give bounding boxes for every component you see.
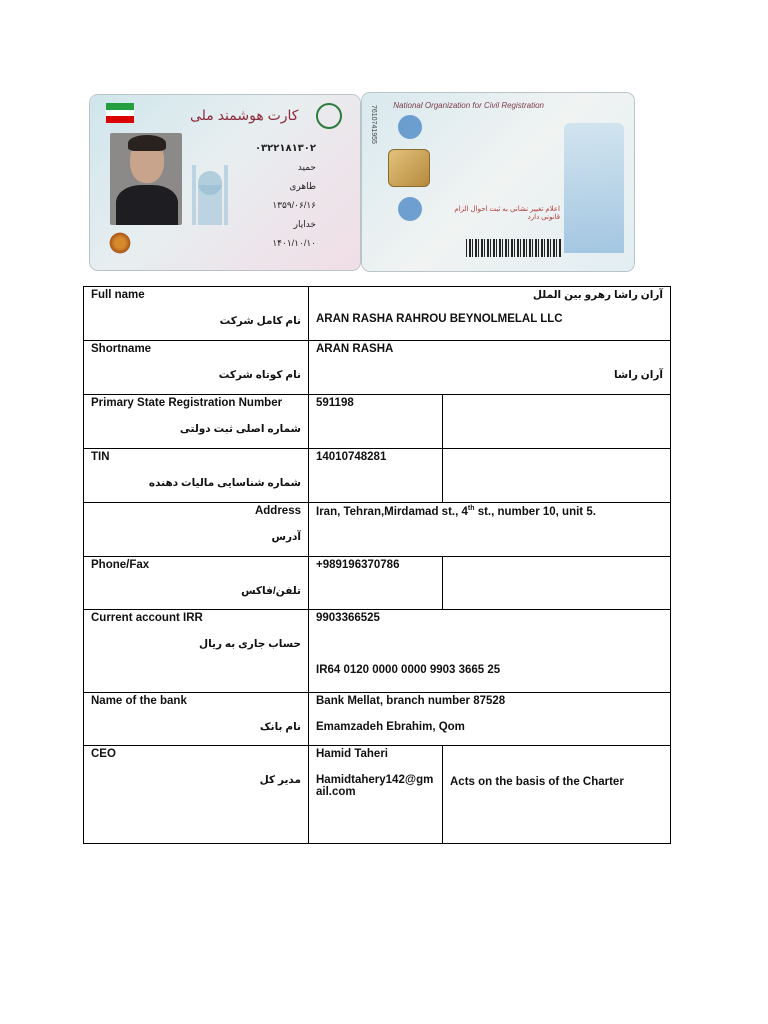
account-number: 9903366525 xyxy=(316,612,380,624)
note-cell xyxy=(443,746,671,844)
value: 14010748281 xyxy=(316,451,387,463)
label-en: CEO xyxy=(91,748,116,760)
id-card-back xyxy=(362,93,634,271)
table-row xyxy=(84,449,671,503)
table-row xyxy=(84,287,671,341)
label-cell xyxy=(84,341,309,395)
id-card-images xyxy=(90,93,634,273)
label-cell xyxy=(84,287,309,341)
card-back-notice: اعلام تغییر نشانی به ثبت احوال الزام قانونی دارد xyxy=(454,206,560,221)
value-en: ARAN RASHA xyxy=(316,343,394,355)
ceo-email: Hamidtahery142@gmail.com xyxy=(316,774,434,798)
empty-cell xyxy=(443,449,671,503)
value-cell xyxy=(309,746,443,844)
label-cell xyxy=(84,503,309,557)
empty-cell xyxy=(443,395,671,449)
value-cell xyxy=(309,557,443,610)
bank-line-1: Bank Mellat, branch number 87528 xyxy=(316,695,506,707)
label-fa: حساب جاری به ریال xyxy=(198,638,301,650)
label-en: Primary State Registration Number xyxy=(91,397,283,409)
value-cell xyxy=(309,449,443,503)
value-cell xyxy=(309,395,443,449)
rosette-icon xyxy=(108,231,132,255)
value: +989196370786 xyxy=(316,559,400,571)
iran-emblem-icon xyxy=(316,103,342,129)
emblem-icon xyxy=(398,197,422,221)
holder-photo xyxy=(110,133,182,225)
value-cell xyxy=(309,287,671,341)
label-en: Shortname xyxy=(91,343,152,355)
smart-chip-icon xyxy=(388,149,430,187)
table-row xyxy=(84,503,671,557)
empty-cell xyxy=(443,557,671,610)
label-cell xyxy=(84,449,309,503)
value-cell xyxy=(309,693,671,746)
monument-illustration-icon xyxy=(564,123,624,253)
label-fa: شماره شناسایی مالیات دهنده xyxy=(148,477,301,489)
address-part: Iran, Tehran,Mirdamad st., 4 xyxy=(316,505,468,518)
table-row xyxy=(84,341,671,395)
value-en: ARAN RASHA RAHROU BEYNOLMELAL LLC xyxy=(316,313,563,325)
label-fa: آدرس xyxy=(271,531,301,543)
label-fa: شماره اصلی ثبت دولتی xyxy=(179,423,301,435)
shrine-illustration-icon xyxy=(190,155,230,225)
value-cell xyxy=(309,610,671,693)
label-en: Phone/Fax xyxy=(91,559,150,571)
table-row xyxy=(84,693,671,746)
value-fa: آران راشا xyxy=(613,369,663,381)
address-superscript: th xyxy=(467,505,475,512)
label-fa: مدیر کل xyxy=(259,774,301,786)
last-name: طاهری xyxy=(289,181,316,191)
card-front-fields xyxy=(255,139,316,253)
first-name: حمید xyxy=(297,162,316,172)
label-cell xyxy=(84,693,309,746)
value-fa: آران راشا رهرو بین الملل xyxy=(532,289,663,301)
bank-line-2: Emamzadeh Ebrahim, Qom xyxy=(316,721,465,733)
label-fa: نام کوتاه شرکت xyxy=(218,369,301,381)
card-serial: 7610741955 xyxy=(370,105,377,144)
label-cell xyxy=(84,610,309,693)
ceo-note: Acts on the basis of the Charter xyxy=(450,776,624,788)
address-value xyxy=(316,506,596,518)
card-back-header: National Organization for Civil Registration xyxy=(393,101,544,110)
label-fa: نام بانک xyxy=(259,721,301,733)
address-part: st., number 10, unit 5. xyxy=(474,505,596,518)
label-en: TIN xyxy=(91,451,110,463)
expiry-date: ۱۴۰۱/۱۰/۱۰ xyxy=(272,238,316,248)
barcode-icon xyxy=(466,239,562,257)
value-cell xyxy=(309,341,671,395)
label-fa: نام کامل شرکت xyxy=(219,315,301,327)
value-cell xyxy=(309,503,671,557)
label-en: Name of the bank xyxy=(91,695,187,707)
label-cell xyxy=(84,746,309,844)
emblem-icon xyxy=(398,115,422,139)
value: 591198 xyxy=(316,397,354,409)
label-fa: تلفن/فاکس xyxy=(241,585,301,597)
iran-flag-icon xyxy=(106,103,134,123)
label-en: Address xyxy=(254,505,301,517)
label-cell xyxy=(84,395,309,449)
table-row xyxy=(84,395,671,449)
label-en: Full name xyxy=(91,289,145,301)
table-row xyxy=(84,610,671,693)
birth-date: ۱۳۵۹/۰۶/۱۶ xyxy=(272,200,316,210)
company-info-table xyxy=(83,286,671,844)
iban-number: IR64 0120 0000 0000 9903 3665 25 xyxy=(316,664,501,676)
label-en: Current account IRR xyxy=(91,612,203,624)
father-name: خدایار xyxy=(293,219,316,229)
card-front-title: کارت هوشمند ملی xyxy=(190,107,299,123)
table-row xyxy=(84,557,671,610)
table-row xyxy=(84,746,671,844)
id-card-front xyxy=(90,95,360,270)
label-cell xyxy=(84,557,309,610)
ceo-name: Hamid Taheri xyxy=(316,748,388,760)
national-id-number: ۰۳۲۲۱۸۱۳۰۲ xyxy=(254,143,316,154)
